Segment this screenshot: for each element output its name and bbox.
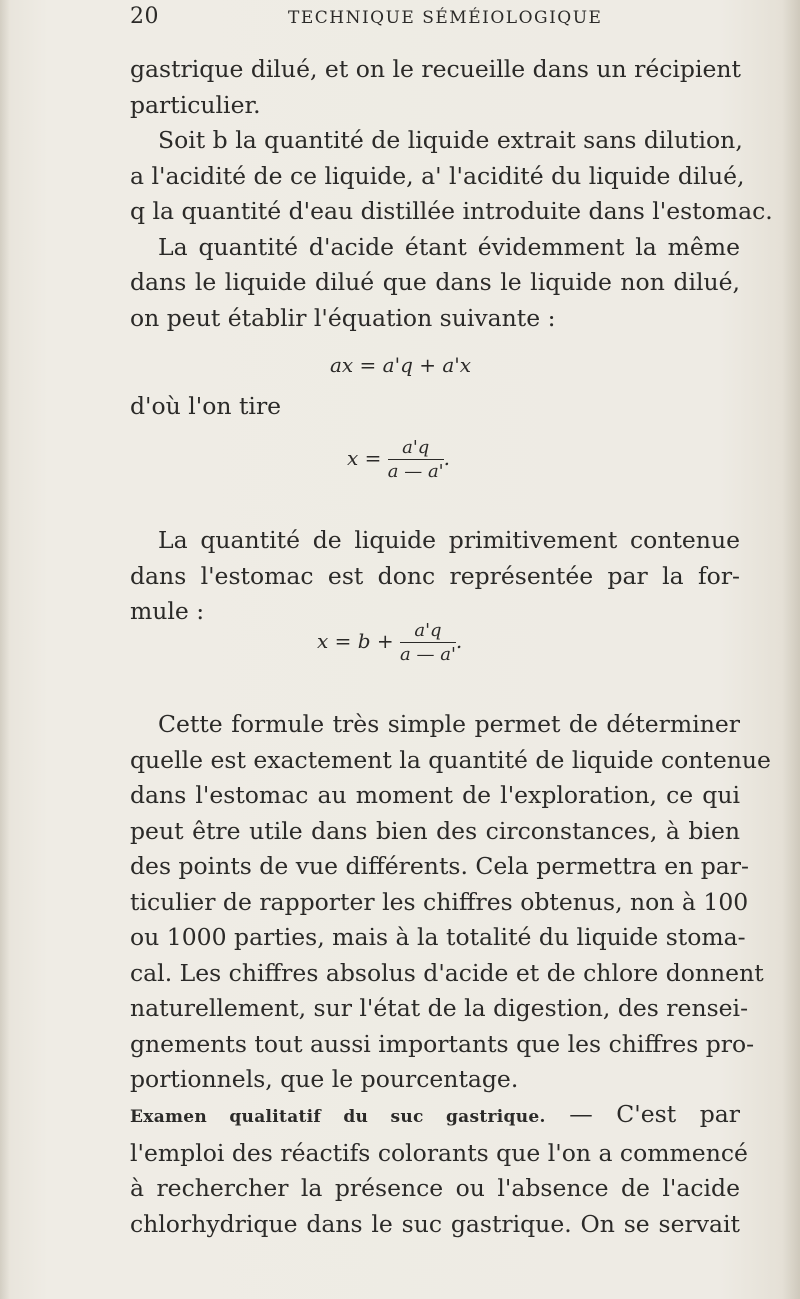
text-line: dans le liquide dilué que dans le liquide non dilué, xyxy=(130,268,740,296)
equation-end: . xyxy=(455,629,463,653)
text-line: Soit b la quantité de liquide extrait sans dilution, xyxy=(158,126,743,154)
page-shadow-left xyxy=(0,0,10,1299)
text-line: portionnels, que le pourcentage. xyxy=(130,1065,519,1093)
section-first-line xyxy=(130,1097,740,1136)
page-header xyxy=(130,0,730,36)
text-line: quelle est exactement la quantité de liquide contenue xyxy=(130,745,771,774)
text-line: La quantité d'acide étant évidemment la même xyxy=(158,232,740,261)
text-line: Cette formule très simple permet de déterminer xyxy=(158,710,740,738)
fraction-numerator: a'q xyxy=(388,437,444,460)
fraction-numerator: a'q xyxy=(400,620,456,643)
section-qualitative-exam xyxy=(130,1097,748,1242)
text-line: à rechercher la présence ou l'absence de l'acide xyxy=(130,1174,740,1202)
equation-2 xyxy=(347,437,450,482)
text-line: gnements tout aussi importants que les chiffres pro- xyxy=(130,1029,755,1058)
text-line: La quantité de liquide primitivement contenue xyxy=(158,526,740,554)
text-line: d'où l'on tire xyxy=(130,392,282,420)
fraction-denominator: a — a' xyxy=(400,644,456,665)
text-line: dans l'estomac au moment de l'exploration, ce qui xyxy=(130,781,740,809)
text-line: q la quantité d'eau distillée introduite dans l'estomac. xyxy=(130,197,773,225)
paragraph-4 xyxy=(130,707,771,1098)
text-line: particulier. xyxy=(130,90,261,119)
text-line: peut être utile dans bien des circonstances, à bien xyxy=(130,816,740,845)
paragraph-3 xyxy=(130,523,740,630)
fraction xyxy=(388,437,444,482)
text-line: naturellement, sur l'état de la digestion, des rensei- xyxy=(130,994,749,1022)
fraction-denominator: a — a' xyxy=(387,461,444,482)
text-line: chlorhydrique dans le suc gastrique. On se servait xyxy=(130,1209,740,1238)
fraction xyxy=(400,620,456,665)
text-line: ou 1000 parties, mais à la totalité du liquide stoma- xyxy=(130,923,746,951)
text-line: l'emploi des réactifs colorants que l'on a commencé xyxy=(130,1138,748,1167)
text-line: des points de vue différents. Cela permettra en par- xyxy=(130,852,749,880)
equation-lhs: x = b + xyxy=(317,629,394,653)
equation-lhs: x = xyxy=(347,446,382,470)
text-line: ticulier de rapporter les chiffres obtenus, non à 100 xyxy=(130,887,749,916)
equation-1: ax = a'q + a'x xyxy=(330,353,472,377)
text-line: dans l'estomac est donc représentée par la for- xyxy=(130,561,740,590)
paragraph-2 xyxy=(130,123,773,336)
equation-end: . xyxy=(443,446,450,470)
text-line: a l'acidité de ce liquide, a' l'acidité du liquide dilué, xyxy=(130,161,745,190)
section-heading: Examen qualitatif du suc gastrique. xyxy=(130,1107,546,1127)
text-line: on peut établir l'équation suivante : xyxy=(130,303,556,332)
running-title: TECHNIQUE SÉMÉIOLOGIQUE xyxy=(288,8,603,28)
text-line: cal. Les chiffres absolus d'acide et de chlore donnent xyxy=(130,958,764,987)
equation-3 xyxy=(317,620,462,665)
section-first-line-text: — C'est par xyxy=(545,1100,740,1128)
paragraph-1 xyxy=(130,52,740,123)
text-line: gastrique dilué, et on le recueille dans un récipient xyxy=(130,55,741,83)
page-number: 20 xyxy=(130,4,159,29)
connector-text xyxy=(130,389,740,425)
text-line: mule : xyxy=(130,597,205,625)
page-shadow-right xyxy=(782,0,800,1299)
